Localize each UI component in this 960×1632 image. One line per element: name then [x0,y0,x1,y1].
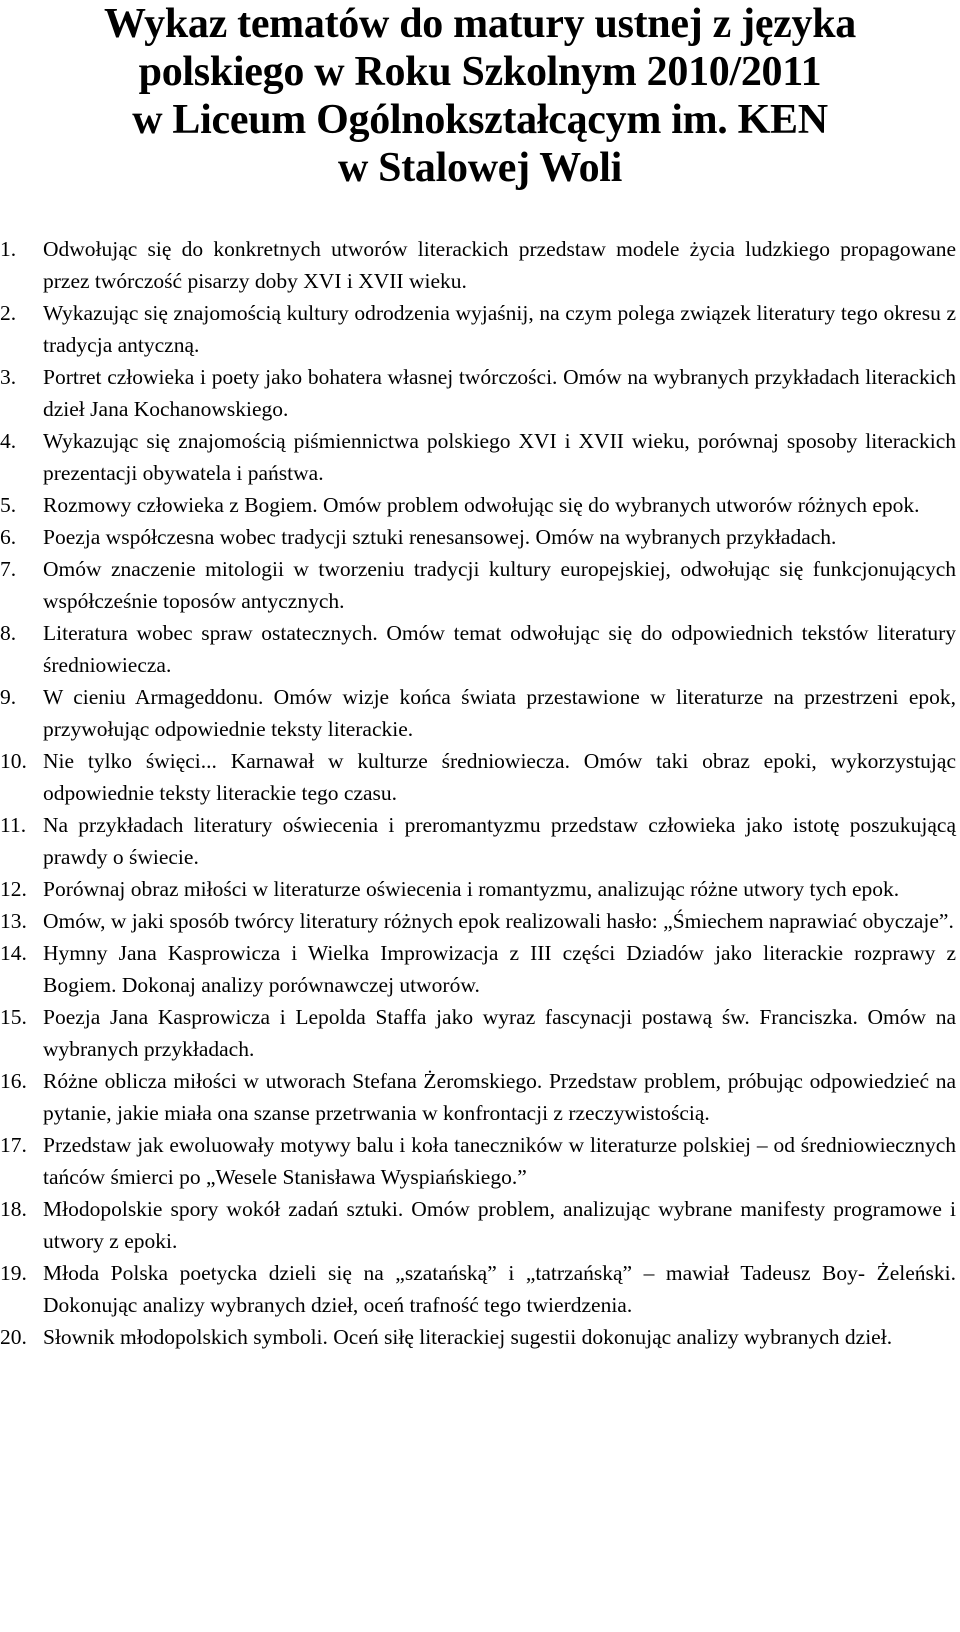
topic-item [0,1065,960,1129]
topic-text: Portret człowieka i poety jako bohatera własnej twórczości. Omów na wybranych przykładach literackich dzieł Jana Kochanowskiego. [43,365,956,421]
topic-item [0,617,960,681]
topic-item [0,905,960,937]
topic-text: Poezja Jana Kasprowicza i Lepolda Staffa jako wyraz fascynacji postawą św. Franciszka. Omów na wybranych przykładach. [43,1005,956,1061]
topic-item [0,1193,960,1257]
topic-item [0,681,960,745]
topic-text: Przedstaw jak ewoluowały motywy balu i koła taneczników w literaturze polskiej – od średniowiecznych tańców śmierci po „Wesele Stanisława Wyspiańskiego.” [43,1133,956,1189]
topic-text: Odwołując się do konkretnych utworów literackich przedstaw modele życia ludzkiego propagowane przez twórczość pisarzy doby XVI i XVII wieku. [43,237,956,293]
topic-item [0,489,960,521]
topic-number: 11. [0,813,27,837]
topic-list [0,233,960,1353]
topic-number: 18. [0,1197,27,1221]
topic-text: Omów znaczenie mitologii w tworzeniu tradycji kultury europejskiej, odwołując się funkcjonujących współcześnie toposów antycznych. [43,557,956,613]
topic-number: 1. [0,237,17,261]
topic-item [0,1129,960,1193]
topic-item [0,553,960,617]
topic-item [0,425,960,489]
topic-number: 19. [0,1261,27,1285]
topic-item [0,809,960,873]
topic-item [0,1257,960,1321]
topic-text: Młodopolskie spory wokół zadań sztuki. Omów problem, analizując wybrane manifesty programowe i utwory z epoki. [43,1197,956,1253]
topic-number: 9. [0,685,17,709]
topic-number: 7. [0,557,17,581]
topic-text: Młoda Polska poetycka dzieli się na „szatańską” i „tatrzańską” – mawiał Tadeusz Boy- Żeleński. Dokonując analizy wybranych dzieł, oceń trafność tego twierdzenia. [43,1261,956,1317]
topic-number: 2. [0,301,17,325]
topic-text: Literatura wobec spraw ostatecznych. Omów temat odwołując się do odpowiednich tekstów literatury średniowiecza. [43,621,956,677]
topic-number: 13. [0,909,27,933]
topic-text: Nie tylko święci... Karnawał w kulturze średniowiecza. Omów taki obraz epoki, wykorzystując odpowiednie teksty literackie tego czasu. [43,749,956,805]
topic-item [0,297,960,361]
topic-text: Na przykładach literatury oświecenia i preromantyzmu przedstaw człowieka jako istotę poszukującą prawdy o świecie. [43,813,956,869]
topic-text: Rozmowy człowieka z Bogiem. Omów problem odwołując się do wybranych utworów różnych epok. [43,493,920,517]
topic-text: W cieniu Armageddonu. Omów wizje końca świata przestawione w literaturze na przestrzeni epok, przywołując odpowiednie teksty literackie. [43,685,956,741]
topic-number: 12. [0,877,27,901]
topic-item [0,873,960,905]
topic-text: Różne oblicza miłości w utworach Stefana Żeromskiego. Przedstaw problem, próbując odpowiedzieć na pytanie, jakie miała ona szanse przetrwania w konfrontacji z rzeczywistością. [43,1069,956,1125]
topic-text: Poezja współczesna wobec tradycji sztuki renesansowej. Omów na wybranych przykładach. [43,525,837,549]
topic-text: Omów, w jaki sposób twórcy literatury różnych epok realizowali hasło: „Śmiechem naprawiać obyczaje”. [43,909,954,933]
topic-text: Porównaj obraz miłości w literaturze oświecenia i romantyzmu, analizując różne utwory tych epok. [43,877,900,901]
document-title [0,0,960,192]
topic-number: 6. [0,525,17,549]
topic-number: 14. [0,941,27,965]
topic-number: 3. [0,365,17,389]
topic-number: 5. [0,493,17,517]
topic-item [0,361,960,425]
topic-text: Hymny Jana Kasprowicza i Wielka Improwizacja z III części Dziadów jako literackie rozprawy z Bogiem. Dokonaj analizy porównawczej utworów. [43,941,956,997]
topic-text: Wykazując się znajomością piśmiennictwa polskiego XVI i XVII wieku, porównaj sposoby literackich prezentacji obywatela i państwa. [43,429,956,485]
topic-number: 10. [0,749,27,773]
title-line-2: polskiego w Roku Szkolnym 2010/2011 [138,49,822,95]
topic-text: Wykazując się znajomością kultury odrodzenia wyjaśnij, na czym polega związek literatury tego okresu z tradycja antyczną. [43,301,956,357]
topic-number: 15. [0,1005,27,1029]
topic-item [0,521,960,553]
topic-number: 20. [0,1325,27,1349]
topic-item [0,745,960,809]
topic-item [0,1001,960,1065]
title-line-3: w Liceum Ogólnokształcącym im. KEN [132,97,828,143]
topic-item [0,937,960,1001]
topic-text: Słownik młodopolskich symboli. Oceń siłę literackiej sugestii dokonując analizy wybranych dzieł. [43,1325,893,1349]
topic-item [0,1321,960,1353]
topic-number: 4. [0,429,17,453]
topic-number: 8. [0,621,17,645]
title-line-1: Wykaz tematów do matury ustnej z języka [104,1,856,47]
topic-number: 17. [0,1133,27,1157]
title-line-4: w Stalowej Woli [337,145,623,191]
topic-number: 16. [0,1069,27,1093]
topic-item [0,233,960,297]
